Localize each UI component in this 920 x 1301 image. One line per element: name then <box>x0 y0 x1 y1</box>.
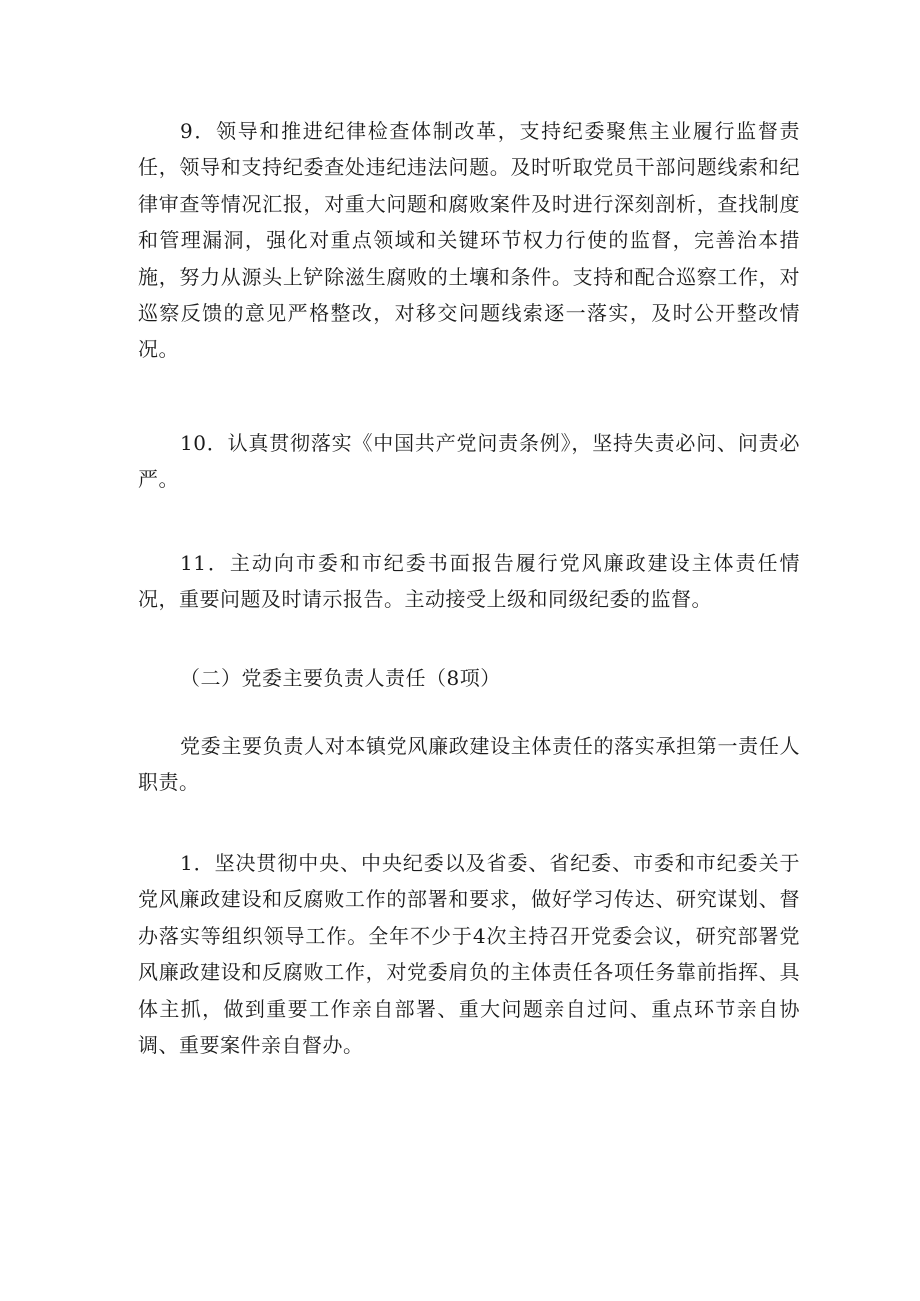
paragraph-item-11: 11．主动向市委和市纪委书面报告履行党风廉政建设主体责任情况，重要问题及时请示报告。主动接受上级和同级纪委的监督。 <box>138 551 800 612</box>
section-heading: （二）党委主要负责人责任（8项） <box>180 666 501 690</box>
paragraph-item-1: 1．坚决贯彻中央、中央纪委以及省委、省纪委、市委和市纪委关于党风廉政建设和反腐败工作的部署和要求，做好学习传达、研究谋划、督办落实等组织领导工作。全年不少于4次主持召开党委会议，研究部署党风廉政建设和反腐败工作，对党委肩负的主体责任各项任务靠前指挥、具体主抓，做到重要工作亲自部署、重大问题亲自过问、重点环节亲自协调、重要案件亲自督办。 <box>138 851 800 1058</box>
paragraph-item-9: 9．领导和推进纪律检查体制改革，支持纪委聚焦主业履行监督责任，领导和支持纪委查处违纪违法问题。及时听取党员干部问题线索和纪律审查等情况汇报，对重大问题和腐败案件及时进行深刻剖析，查找制度和管理漏洞，强化对重点领域和关键环节权力行使的监督，完善治本措施，努力从源头上铲除滋生腐败的土壤和条件。支持和配合巡察工作，对巡察反馈的意见严格整改，对移交问题线索逐一落实，及时公开整改情况。 <box>138 119 800 362</box>
paragraph-intro: 党委主要负责人对本镇党风廉政建设主体责任的落实承担第一责任人职责。 <box>138 734 800 795</box>
paragraph-item-10: 10．认真贯彻落实《中国共产党问责条例》，坚持失责必问、问责必严。 <box>138 431 800 492</box>
